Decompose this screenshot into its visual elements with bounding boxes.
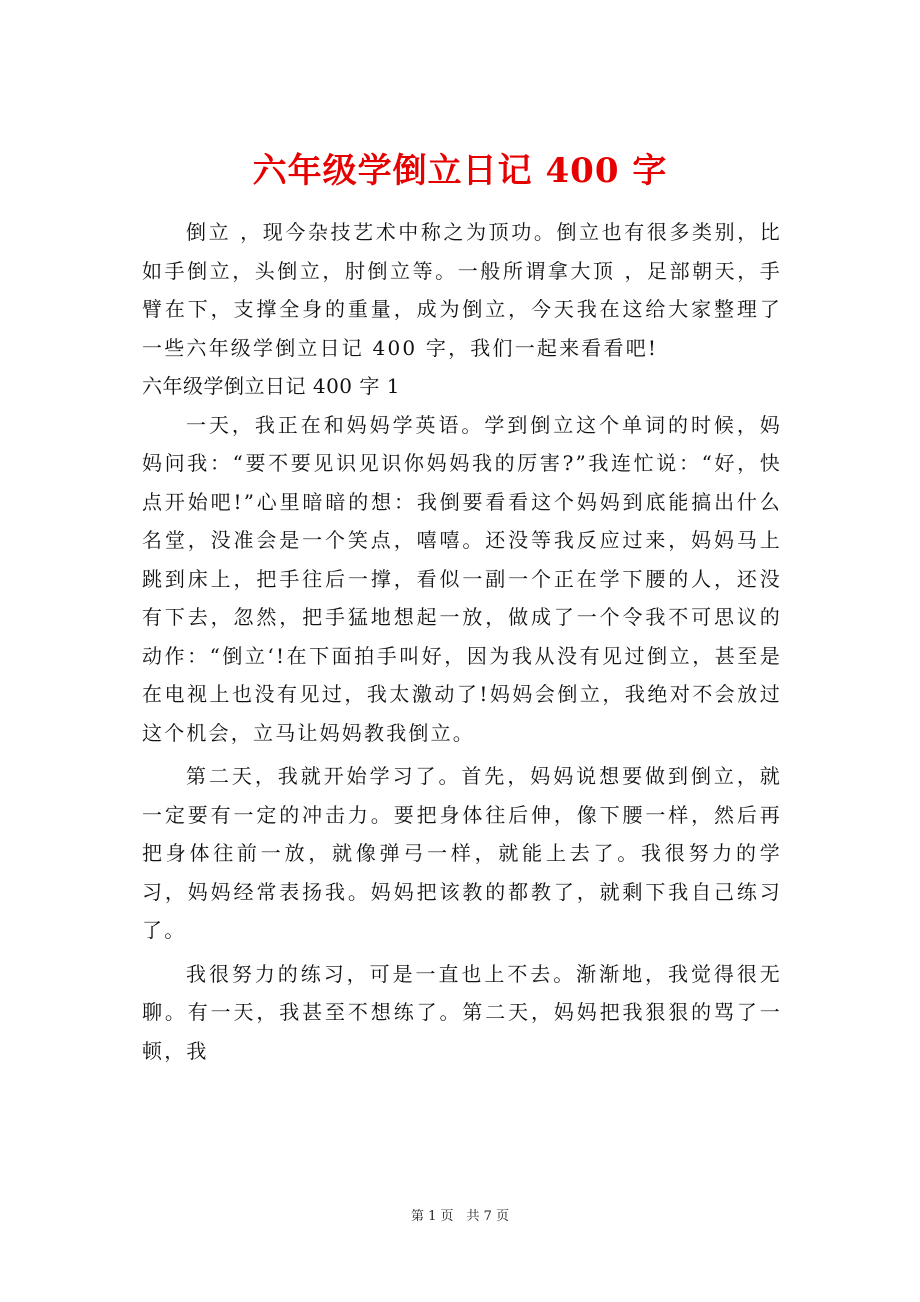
document-body xyxy=(142,213,782,1070)
document-title: 六年级学倒立日记 400 字 xyxy=(252,150,668,191)
intro-paragraph: 倒立 ，现今杂技艺术中称之为顶功。倒立也有很多类别，比如手倒立，头倒立，肘倒立等。一般所谓拿大顶 ，足部朝天，手臂在下，支撑全身的重量，成为倒立，今天我在这给大家整理了一些六年级学倒立日记 400 字，我们一起来看看吧! xyxy=(142,220,782,360)
body-paragraph-2: 第二天，我就开始学习了。首先，妈妈说想要做到倒立，就一定要有一定的冲击力。要把身体往后伸，像下腰一样，然后再把身体往前一放，就像弹弓一样，就能上去了。我很努力的学习，妈妈经常表扬我。妈妈把该教的都教了，就剩下我自己练习了。 xyxy=(142,764,782,942)
section-heading: 六年级学倒立日记 400 字 1 xyxy=(142,374,400,398)
body-paragraph-3: 我很努力的练习，可是一直也上不去。渐渐地，我觉得很无聊。有一天，我甚至不想练了。第二天，妈妈把我狠狠的骂了一顿，我 xyxy=(142,961,782,1063)
page-number-footer: 第 1 页 共 7 页 xyxy=(410,1209,510,1224)
body-paragraph-1: 一天，我正在和妈妈学英语。学到倒立这个单词的时候，妈妈问我：“要不要见识见识你妈妈我的厉害?”我连忙说：“好，快点开始吧!”心里暗暗的想：我倒要看看这个妈妈到底能搞出什么名堂，没准会是一个笑点，嘻嘻。还没等我反应过来，妈妈马上跳到床上，把手往后一撑，看似一副一个正在学下腰的人，还没有下去，忽然，把手猛地想起一放，做成了一个令我不可思议的动作：“倒立‘!在下面拍手叫好，因为我从没有见过倒立，甚至是在电视上也没有见过，我太激动了!妈妈会倒立，我绝对不会放过这个机会，立马让妈妈教我倒立。 xyxy=(142,412,782,745)
